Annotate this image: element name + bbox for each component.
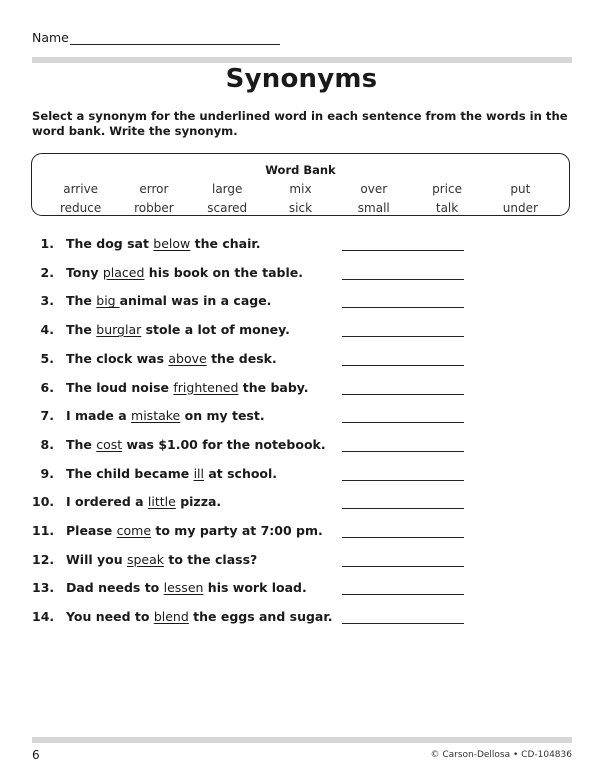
word-bank-word: over [360, 182, 388, 196]
question-number: 1. [40, 236, 54, 251]
question-number: 2. [40, 264, 54, 280]
question-sentence: I made a mistake on my test. [66, 408, 265, 424]
question-number: 7. [40, 408, 54, 424]
answer-blank[interactable] [342, 537, 464, 538]
question-item [32, 236, 482, 256]
question-item [32, 380, 482, 400]
name-field [32, 30, 280, 45]
answer-blank[interactable] [342, 451, 464, 452]
word-bank-word: under [502, 201, 538, 215]
question-number: 11. [32, 523, 55, 538]
question-number: 5. [40, 350, 54, 366]
answer-blank[interactable] [342, 623, 464, 624]
word-bank-word: robber [134, 201, 174, 215]
question-sentence: The clock was above the desk. [66, 350, 277, 366]
answer-blank[interactable] [342, 365, 464, 366]
word-bank-word: put [510, 182, 531, 196]
directions-text: Select a synonym for the underlined word in each sentence from the words in the word bank. Write the synonym. [32, 109, 568, 138]
answer-blank[interactable] [342, 480, 464, 481]
question-item [32, 351, 482, 371]
page-number: 6 [32, 748, 40, 762]
answer-blank[interactable] [342, 566, 464, 567]
question-sentence: Dad needs to lessen his work load. [66, 580, 307, 596]
question-item [32, 265, 482, 285]
question-item [32, 580, 482, 600]
question-item [32, 293, 482, 313]
answer-blank[interactable] [342, 508, 464, 509]
answer-blank[interactable] [342, 594, 464, 595]
word-bank-word: large [211, 182, 243, 196]
word-bank-word: mix [289, 182, 312, 196]
question-number: 14. [32, 609, 55, 625]
question-number: 13. [32, 580, 55, 596]
question-item [32, 322, 482, 342]
underlined-word: cost [96, 436, 123, 452]
question-number: 6. [40, 379, 54, 395]
answer-blank[interactable] [342, 250, 464, 251]
question-sentence: You need to blend the eggs and sugar. [66, 609, 333, 625]
word-bank-word: small [357, 201, 390, 215]
word-bank-word: sick [288, 201, 313, 215]
word-bank-word: talk [435, 201, 459, 215]
question-number: 8. [40, 436, 54, 452]
underlined-word: frightened [173, 379, 239, 395]
question-sentence: I ordered a little pizza. [66, 494, 222, 510]
underlined-word: blend [153, 609, 189, 625]
underlined-word: below [153, 236, 191, 251]
name-label: Name [32, 30, 69, 45]
underlined-word: burglar [96, 322, 142, 338]
question-item [32, 523, 482, 543]
question-item [32, 609, 482, 629]
underlined-word: above [168, 350, 207, 366]
question-sentence: Will you speak to the class? [66, 551, 258, 567]
answer-blank[interactable] [342, 394, 464, 395]
underlined-word: little [147, 494, 176, 510]
copyright-text: © Carson-Dellosa • CD-104836 [430, 750, 572, 760]
question-sentence: The cost was $1.00 for the notebook. [66, 436, 326, 452]
question-number: 12. [32, 551, 55, 567]
page-title: Synonyms [225, 64, 378, 94]
underlined-word: ill [193, 465, 204, 481]
underlined-word: big [96, 293, 120, 309]
question-item [32, 552, 482, 572]
underlined-word: mistake [131, 408, 181, 424]
word-bank-title: Word Bank [265, 163, 336, 177]
question-number: 10. [32, 494, 55, 510]
word-bank-word: arrive [63, 182, 99, 196]
question-item [32, 494, 482, 514]
underlined-word: lessen [163, 580, 204, 596]
question-sentence: Tony placed his book on the table. [66, 264, 303, 280]
question-sentence: The loud noise frightened the baby. [66, 379, 309, 395]
question-item [32, 437, 482, 457]
question-number: 4. [40, 322, 54, 338]
question-sentence: Please come to my party at 7:00 pm. [66, 523, 323, 538]
question-item [32, 466, 482, 486]
question-sentence: The big animal was in a cage. [66, 293, 272, 309]
bottom-divider-bar [32, 737, 572, 743]
underlined-word: placed [102, 264, 145, 280]
word-bank-word: scared [207, 201, 248, 215]
question-number: 3. [40, 293, 54, 309]
question-sentence: The dog sat below the chair. [66, 236, 261, 251]
word-bank-row-1 [44, 182, 557, 196]
underlined-word: come [116, 523, 152, 538]
question-item [32, 408, 482, 428]
word-bank-word: price [432, 182, 462, 196]
top-divider-bar [32, 57, 572, 63]
answer-blank[interactable] [342, 336, 464, 337]
word-bank-box [31, 153, 570, 216]
answer-blank[interactable] [342, 307, 464, 308]
answer-blank[interactable] [342, 279, 464, 280]
word-bank-word: error [139, 182, 169, 196]
answer-blank[interactable] [342, 422, 464, 423]
question-sentence: The child became ill at school. [66, 465, 278, 481]
word-bank-word: reduce [60, 201, 102, 215]
name-input-line[interactable] [70, 32, 280, 45]
question-sentence: The burglar stole a lot of money. [66, 322, 290, 338]
underlined-word: speak [126, 551, 165, 567]
question-number: 9. [40, 465, 54, 481]
word-bank-row-2 [44, 201, 557, 215]
